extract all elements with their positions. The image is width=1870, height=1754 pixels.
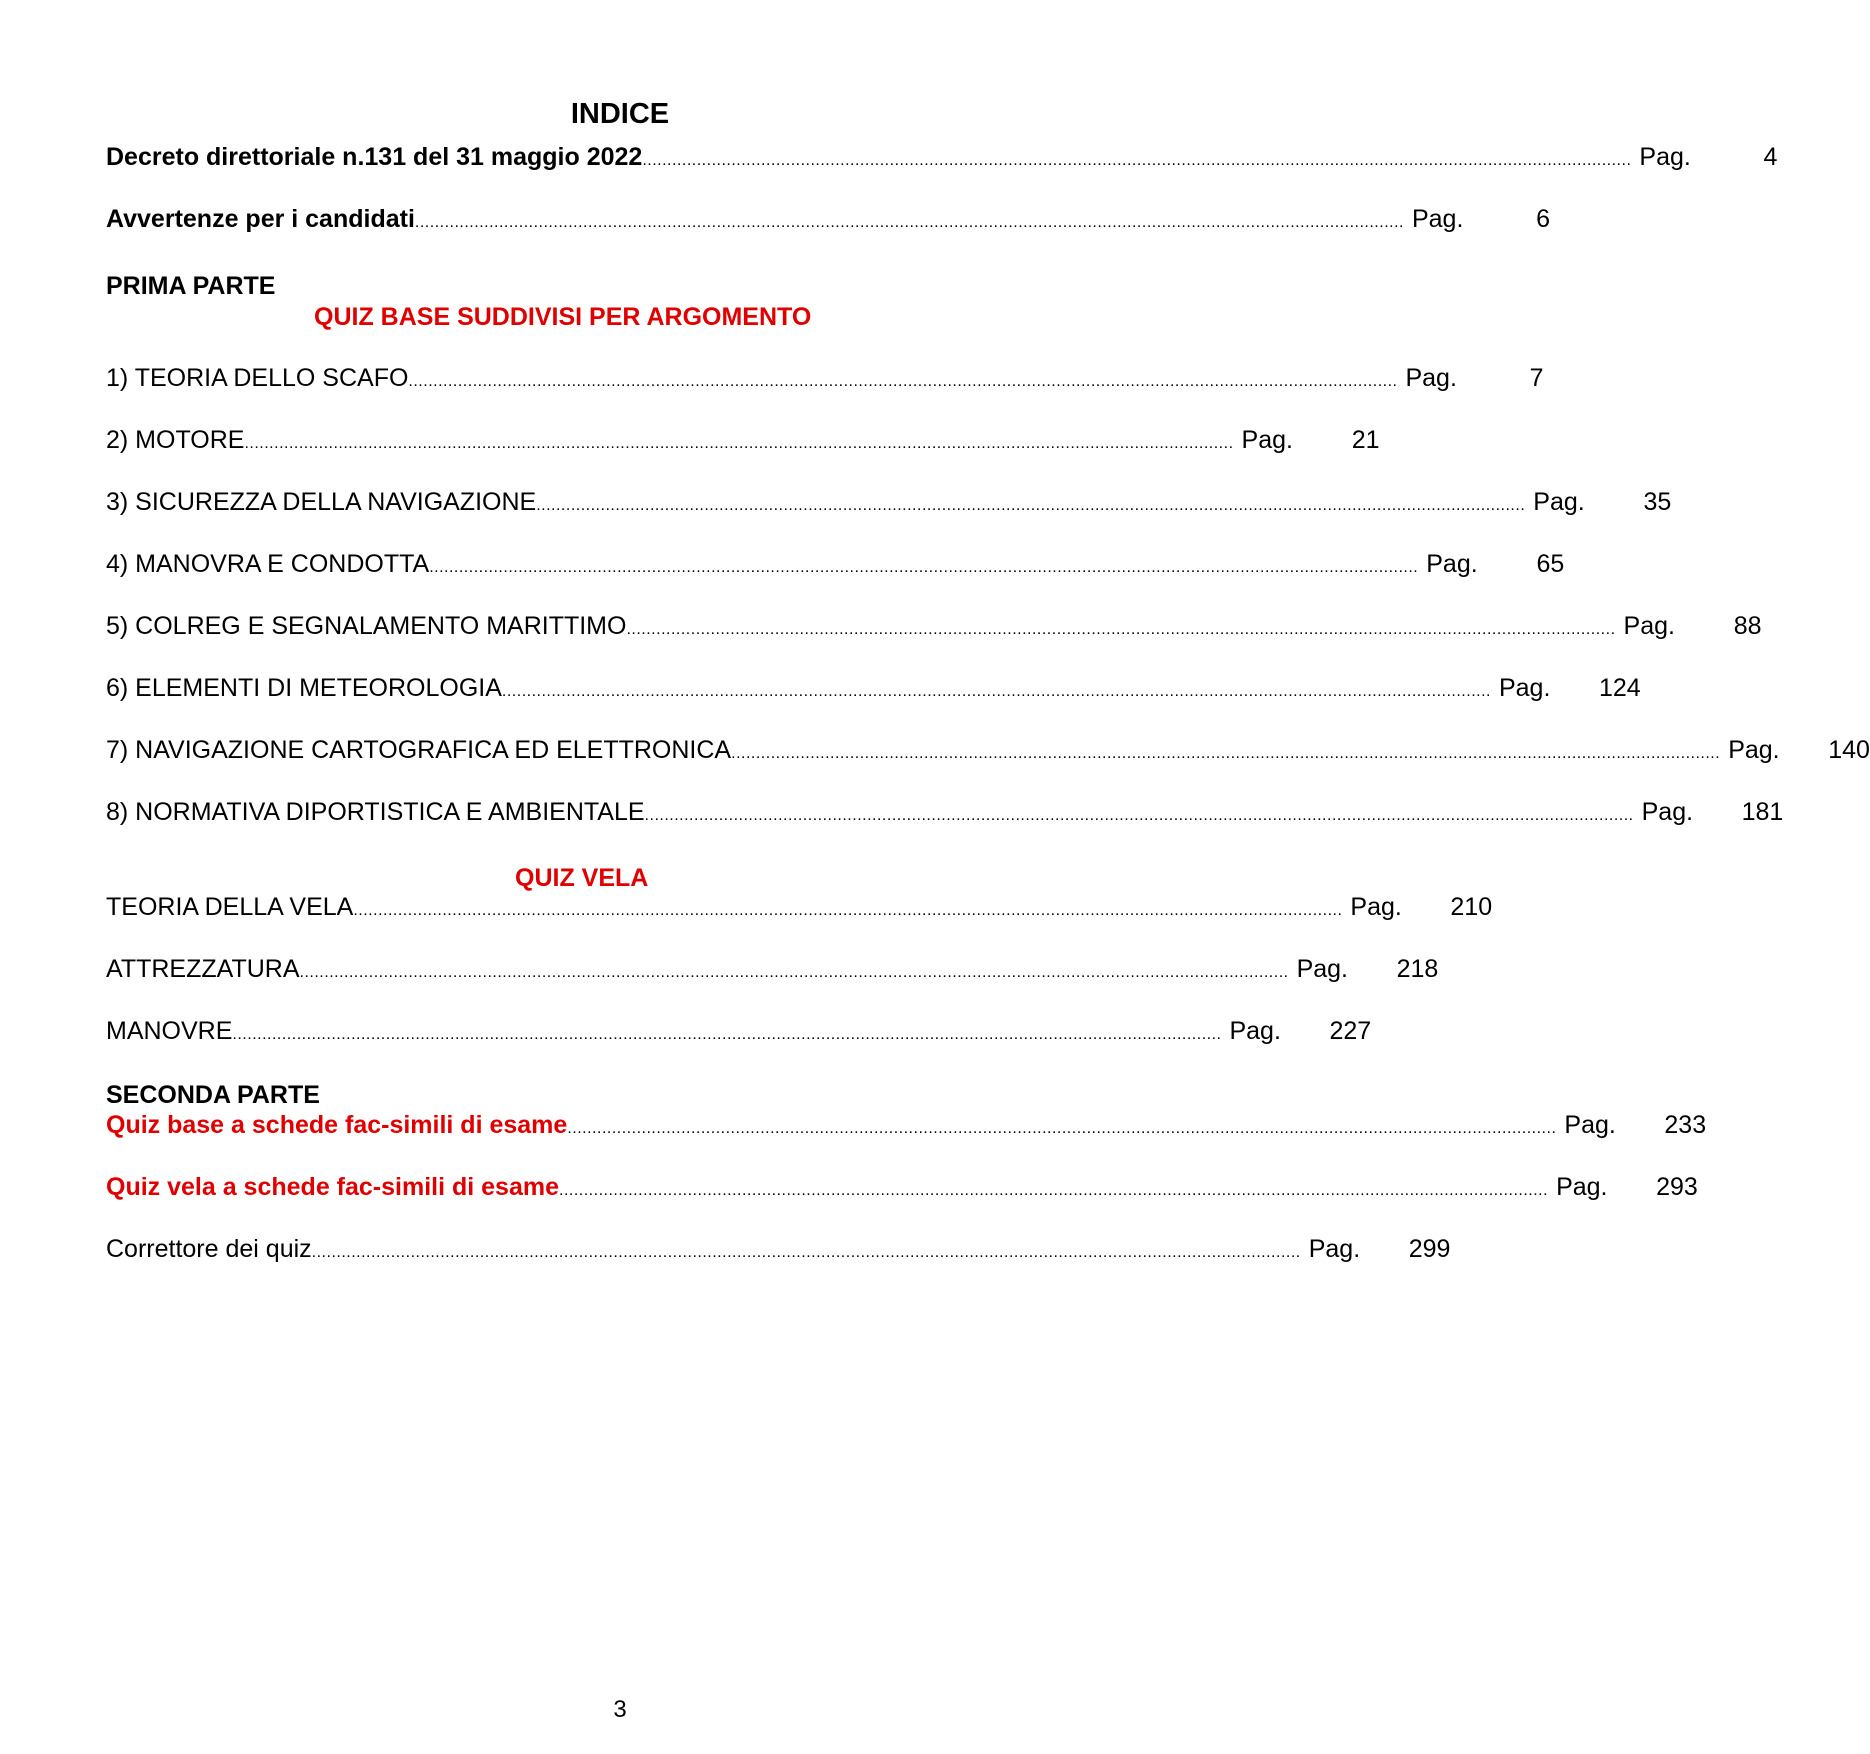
toc-entry-label: Correttore dei quiz (106, 1235, 312, 1263)
toc-entry-page: 4 (1763, 143, 1778, 171)
toc-entry-label: 1) TEORIA DELLO SCAFO (106, 364, 409, 392)
toc-entry-label: MANOVRE (106, 1017, 233, 1045)
toc-entry-motore[interactable] (106, 426, 1380, 458)
toc-entry-avvertenze[interactable] (106, 205, 1550, 237)
toc-entry-pag: Pag. (1405, 364, 1457, 392)
toc-entry-pag: Pag. (1623, 612, 1675, 640)
toc-entry-page: 124 (1598, 674, 1641, 702)
toc-entry-page: 65 (1536, 550, 1565, 578)
toc-entry-pag: Pag. (1308, 1235, 1361, 1263)
toc-entry-manovra[interactable] (106, 550, 1565, 582)
leader-dots: ........................................................................................................................................................................................................ (408, 373, 1398, 390)
toc-entry-page: 35 (1643, 488, 1672, 516)
toc-entry-page: 21 (1351, 426, 1380, 454)
toc-entry-pag: Pag. (1426, 550, 1478, 578)
toc-entry-label: 5) COLREG E SEGNALAMENTO MARITTIMO (106, 612, 627, 640)
leader-dots: ........................................................................................................................................................................................................ (311, 1244, 1301, 1261)
leader-dots: ........................................................................................................................................................................................................ (414, 214, 1404, 231)
toc-entry-navigazione[interactable] (106, 736, 1870, 768)
toc-entry-pag: Pag. (1350, 893, 1402, 921)
toc-entry-pag: Pag. (1641, 798, 1694, 826)
toc-entry-pag: Pag. (1556, 1173, 1608, 1201)
toc-entry-normativa[interactable] (106, 798, 1784, 830)
toc-entry-label: Decreto direttoriale n.131 del 31 maggio 2022 (106, 143, 643, 171)
toc-entry-pag: Pag. (1296, 955, 1349, 983)
toc-entry-pag: Pag. (1498, 674, 1551, 702)
toc-entry-correttore[interactable] (106, 1235, 1451, 1267)
toc-entry-teoria-scafo[interactable] (106, 364, 1544, 396)
toc-entry-colreg[interactable] (106, 612, 1762, 644)
toc-entry-meteorologia[interactable] (106, 674, 1641, 706)
leader-dots: ........................................................................................................................................................................................................ (232, 1026, 1222, 1043)
toc-entry-page: 218 (1396, 955, 1439, 983)
leader-dots: ........................................................................................................................................................................................................ (731, 745, 1721, 762)
leader-dots: ........................................................................................................................................................................................................ (501, 683, 1491, 700)
section-heading-quiz-base: QUIZ BASE SUDDIVISI PER ARGOMENTO (314, 303, 812, 331)
toc-entry-page: 88 (1733, 612, 1762, 640)
toc-entry-label: 2) MOTORE (106, 426, 245, 454)
page-number: 3 (613, 1696, 627, 1723)
part-heading-seconda: SECONDA PARTE (106, 1081, 320, 1109)
toc-entry-label: Avvertenze per i candidati (106, 205, 415, 233)
page-title: INDICE (570, 98, 670, 130)
leader-dots: ........................................................................................................................................................................................................ (353, 902, 1343, 919)
toc-entry-page: 293 (1656, 1173, 1698, 1201)
leader-dots: ........................................................................................................................................................................................................ (626, 621, 1616, 638)
toc-entry-teoria-vela[interactable] (106, 893, 1493, 925)
toc-entry-label: TEORIA DELLA VELA (106, 893, 354, 921)
toc-entry-label: 8) NORMATIVA DIPORTISTICA E AMBIENTALE (106, 798, 645, 826)
toc-entry-attrezzatura[interactable] (106, 955, 1439, 987)
leader-dots: ........................................................................................................................................................................................................ (567, 1120, 1557, 1137)
toc-entry-label: 7) NAVIGAZIONE CARTOGRAFICA ED ELETTRONICA (106, 736, 732, 764)
toc-entry-page: 140 (1828, 736, 1870, 764)
toc-entry-label: ATTREZZATURA (106, 955, 300, 983)
toc-entry-page: 210 (1450, 893, 1493, 921)
toc-entry-pag: Pag. (1241, 426, 1293, 454)
toc-entry-label: 3) SICUREZZA DELLA NAVIGAZIONE (106, 488, 537, 516)
leader-dots: ........................................................................................................................................................................................................ (244, 435, 1234, 452)
section-heading-quiz-vela: QUIZ VELA (515, 864, 649, 892)
toc-entry-page: 299 (1408, 1235, 1451, 1263)
toc-entry-page: 6 (1536, 205, 1550, 233)
toc-entry-pag: Pag. (1533, 488, 1585, 516)
toc-entry-decreto[interactable] (106, 143, 1778, 175)
toc-entry-sicurezza[interactable] (106, 488, 1672, 520)
toc-entry-label: Quiz vela a schede fac-simili di esame (106, 1173, 559, 1201)
toc-entry-page: 181 (1741, 798, 1784, 826)
leader-dots: ........................................................................................................................................................................................................ (559, 1182, 1549, 1199)
toc-entry-page: 7 (1529, 364, 1544, 392)
toc-entry-pag: Pag. (1728, 736, 1780, 764)
part-heading-prima: PRIMA PARTE (106, 272, 276, 300)
toc-entry-page: 233 (1664, 1111, 1707, 1139)
leader-dots: ........................................................................................................................................................................................................ (644, 807, 1634, 824)
leader-dots: ........................................................................................................................................................................................................ (536, 497, 1526, 514)
leader-dots: ........................................................................................................................................................................................................ (642, 152, 1632, 169)
toc-entry-label: Quiz base a schede fac-simili di esame (106, 1111, 568, 1139)
toc-entry-quiz-base-schede[interactable] (106, 1111, 1707, 1143)
toc-entry-manovre[interactable] (106, 1017, 1372, 1049)
toc-entry-page: 227 (1329, 1017, 1372, 1045)
leader-dots: ........................................................................................................................................................................................................ (299, 964, 1289, 981)
toc-entry-pag: Pag. (1411, 205, 1464, 233)
toc-entry-quiz-vela-schede[interactable] (106, 1173, 1698, 1205)
toc-entry-label: 6) ELEMENTI DI METEOROLOGIA (106, 674, 502, 702)
toc-entry-pag: Pag. (1639, 143, 1691, 171)
toc-entry-pag: Pag. (1564, 1111, 1616, 1139)
toc-entry-label: 4) MANOVRA E CONDOTTA (106, 550, 430, 578)
leader-dots: ........................................................................................................................................................................................................ (429, 559, 1419, 576)
toc-entry-pag: Pag. (1229, 1017, 1281, 1045)
